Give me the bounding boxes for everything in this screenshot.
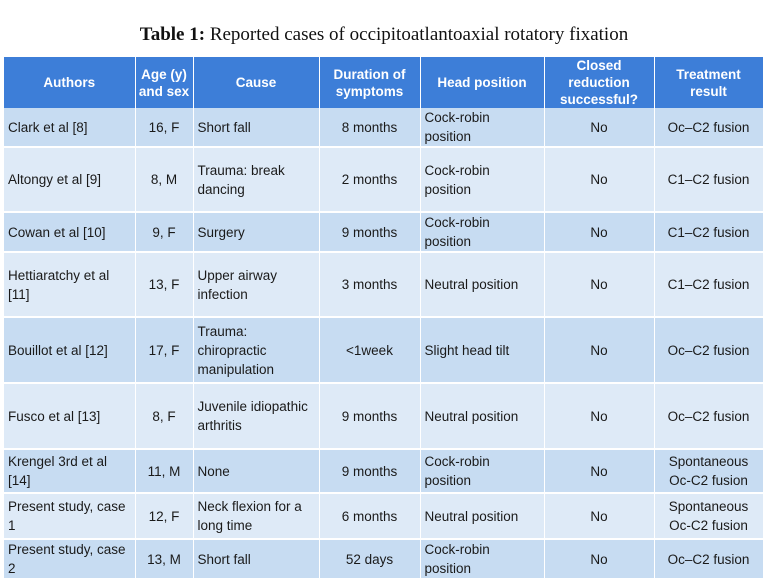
cell-treatment-result: Spontaneous Oc-C2 fusion — [654, 449, 763, 493]
cell-age-sex: 9, F — [135, 212, 193, 252]
cell-duration: 6 months — [319, 493, 420, 539]
table-row — [4, 147, 763, 212]
cell-age-sex: 8, F — [135, 383, 193, 449]
cell-closed-reduction: No — [544, 147, 654, 212]
cell-duration: 8 months — [319, 108, 420, 147]
cell-duration: 2 months — [319, 147, 420, 212]
cell-duration: 9 months — [319, 449, 420, 493]
table-row — [4, 539, 763, 579]
cell-cause: Short fall — [193, 108, 319, 147]
cell-head-position: Cock-robin position — [420, 449, 544, 493]
cell-head-position: Cock-robin position — [420, 147, 544, 212]
table-row — [4, 383, 763, 449]
cell-cause: Juvenile idiopathic arthritis — [193, 383, 319, 449]
cell-age-sex: 17, F — [135, 317, 193, 383]
column-header: Treatment result — [654, 57, 763, 108]
table-row — [4, 317, 763, 383]
cell-treatment-result: Spontaneous Oc-C2 fusion — [654, 493, 763, 539]
cell-duration: <1week — [319, 317, 420, 383]
caption-title: Reported cases of occipitoatlantoaxial rotatory fixation — [209, 24, 629, 45]
table-row — [4, 108, 763, 147]
cell-closed-reduction: No — [544, 539, 654, 579]
cell-closed-reduction: No — [544, 493, 654, 539]
cell-author: Hettiaratchy et al [11] — [4, 252, 135, 317]
cell-closed-reduction: No — [544, 108, 654, 147]
cell-closed-reduction: No — [544, 449, 654, 493]
cases-table — [4, 57, 764, 580]
cell-author: Present study, case 1 — [4, 493, 135, 539]
cell-cause: Short fall — [193, 539, 319, 579]
cell-closed-reduction: No — [544, 317, 654, 383]
cell-cause: Trauma: chiropractic manipulation — [193, 317, 319, 383]
cell-cause: Neck flexion for a long time — [193, 493, 319, 539]
column-header: Closed reduction successful? — [544, 57, 654, 108]
cell-author: Bouillot et al [12] — [4, 317, 135, 383]
table-row — [4, 212, 763, 252]
cell-age-sex: 13, M — [135, 539, 193, 579]
cell-author: Krengel 3rd et al [14] — [4, 449, 135, 493]
cell-closed-reduction: No — [544, 212, 654, 252]
cell-treatment-result: C1–C2 fusion — [654, 147, 763, 212]
cell-age-sex: 16, F — [135, 108, 193, 147]
cell-author: Cowan et al [10] — [4, 212, 135, 252]
cell-age-sex: 8, M — [135, 147, 193, 212]
cell-cause: None — [193, 449, 319, 493]
cell-cause: Surgery — [193, 212, 319, 252]
cell-closed-reduction: No — [544, 252, 654, 317]
cell-age-sex: 11, M — [135, 449, 193, 493]
cell-head-position: Cock-robin position — [420, 212, 544, 252]
cell-duration: 3 months — [319, 252, 420, 317]
cell-treatment-result: Oc–C2 fusion — [654, 317, 763, 383]
cell-cause: Upper airway infection — [193, 252, 319, 317]
cell-treatment-result: C1–C2 fusion — [654, 212, 763, 252]
table-row — [4, 252, 763, 317]
cell-treatment-result: Oc–C2 fusion — [654, 108, 763, 147]
cell-head-position: Neutral position — [420, 252, 544, 317]
cell-duration: 9 months — [319, 383, 420, 449]
column-header: Cause — [193, 57, 319, 108]
cell-author: Present study, case 2 — [4, 539, 135, 579]
caption-label: Table 1: — [139, 24, 206, 45]
cell-head-position: Neutral position — [420, 493, 544, 539]
table-row — [4, 449, 763, 493]
cell-head-position: Neutral position — [420, 383, 544, 449]
cell-head-position: Cock-robin position — [420, 539, 544, 579]
cell-cause: Trauma: break dancing — [193, 147, 319, 212]
table-row — [4, 493, 763, 539]
column-header: Head position — [420, 57, 544, 108]
cell-duration: 9 months — [319, 212, 420, 252]
cell-treatment-result: C1–C2 fusion — [654, 252, 763, 317]
cell-closed-reduction: No — [544, 383, 654, 449]
table-header-row — [4, 57, 763, 108]
cell-treatment-result: Oc–C2 fusion — [654, 539, 763, 579]
table-caption — [0, 24, 768, 46]
column-header: Authors — [4, 57, 135, 108]
cell-head-position: Slight head tilt — [420, 317, 544, 383]
cell-duration: 52 days — [319, 539, 420, 579]
cell-age-sex: 12, F — [135, 493, 193, 539]
column-header: Duration of symptoms — [319, 57, 420, 108]
cell-author: Clark et al [8] — [4, 108, 135, 147]
column-header: Age (y) and sex — [135, 57, 193, 108]
cell-head-position: Cock-robin position — [420, 108, 544, 147]
cell-author: Fusco et al [13] — [4, 383, 135, 449]
cell-treatment-result: Oc–C2 fusion — [654, 383, 763, 449]
cell-author: Altongy et al [9] — [4, 147, 135, 212]
cell-age-sex: 13, F — [135, 252, 193, 317]
